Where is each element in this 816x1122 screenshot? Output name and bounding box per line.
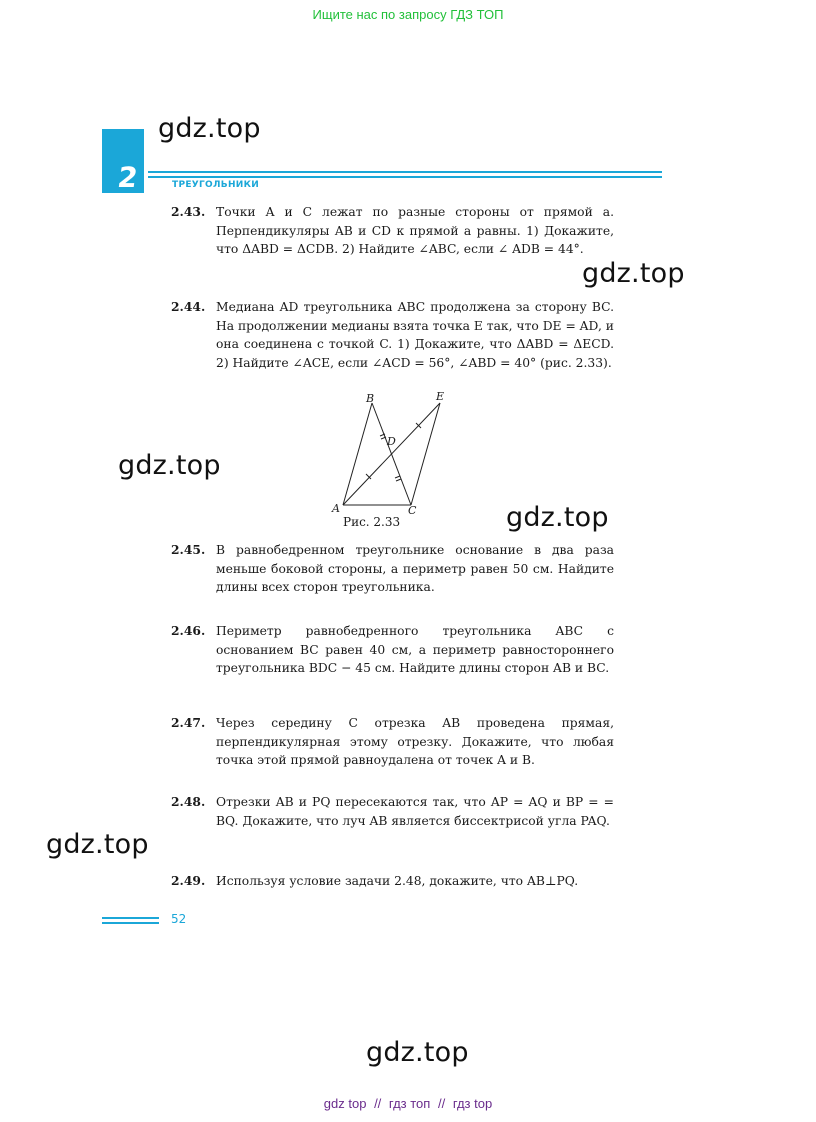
problem-number: 2.43. (171, 204, 206, 219)
figure-caption: Рис. 2.33 (343, 515, 401, 529)
tick-mark (395, 476, 400, 478)
problem-text: Через середину C отрезка AB проведена прямая, перпендикулярная этому отрезку. Докажите, что любая точка этой прямой равноудалена от точек A и B. (216, 716, 614, 767)
problem-number: 2.48. (171, 794, 206, 809)
label-e: E (436, 390, 445, 403)
problem-item (171, 541, 614, 597)
problem-text: Точки A и C лежат по разные стороны от прямой a. Перпендикуляры AB и CD к прямой a равны. 1) Докажите, что ΔABD = ΔCDB. 2) Найдите ∠ABC, если ∠ ADB = 44°. (216, 205, 614, 256)
footer-separator: // (374, 1096, 382, 1111)
problem-item (171, 793, 614, 830)
problem-text: Используя условие задачи 2.48, докажите, что AB⊥PQ. (216, 874, 579, 888)
footer-separator: // (437, 1096, 446, 1111)
page-number: 52 (171, 912, 187, 926)
footer-link[interactable]: гдз top (452, 1096, 493, 1111)
problem-number: 2.44. (171, 299, 206, 314)
problem-item (171, 872, 614, 891)
problem-text: В равнобедренном треугольнике основание в два раза меньше боковой стороны, а периметр равен 50 см. Найдите длины всех сторон треугольника. (216, 543, 614, 594)
watermark: gdz.top (158, 113, 261, 144)
header-rule (148, 176, 662, 178)
chapter-title: ТРЕУГОЛЬНИКИ (172, 180, 260, 190)
problem-number: 2.47. (171, 715, 206, 730)
watermark: gdz.top (366, 1037, 469, 1068)
footer-links (0, 1096, 816, 1111)
footer-link[interactable]: гдз топ (388, 1096, 431, 1111)
problem-item (171, 714, 614, 770)
problem-number: 2.46. (171, 623, 206, 638)
label-c: C (408, 504, 417, 516)
tick-mark (396, 479, 401, 481)
label-d: D (387, 435, 396, 448)
problem-text: Медиана AD треугольника ABC продолжена за сторону BC. На продолжении медианы взята точка E так, что DE = AD, и она соединена с точкой C. 1) Докажите, что ΔABD = ΔECD. 2) Найдите ∠ACE, если ∠ACD = 56°, ∠ABD = 40° (рис. 2.33). (216, 300, 614, 370)
chapter-number: 2 (115, 161, 140, 194)
problem-item (171, 203, 614, 259)
footer-rule (102, 922, 159, 924)
header-rule (148, 171, 662, 173)
label-b: B (366, 392, 375, 405)
problem-text: Отрезки AB и PQ пересекаются так, что AP = AQ и BP = = BQ. Докажите, что луч AB является биссектрисой угла PAQ. (216, 795, 614, 828)
search-hint-link[interactable]: Ищите нас по запросу ГДЗ ТОП (312, 7, 504, 22)
watermark: gdz.top (506, 502, 609, 533)
watermark: gdz.top (46, 829, 149, 860)
triangle-figure (330, 388, 460, 516)
watermark: gdz.top (582, 258, 685, 289)
problem-text: Периметр равнобедренного треугольника ABC с основанием BC равен 40 см, а периметр равностороннего треугольника BDC − 45 см. Найдите длины сторон AB и BC. (216, 624, 614, 675)
problem-item (171, 298, 614, 372)
watermark: gdz.top (118, 450, 221, 481)
problem-number: 2.49. (171, 873, 206, 888)
footer-rule (102, 917, 159, 919)
label-a: A (332, 502, 340, 515)
problem-number: 2.45. (171, 542, 206, 557)
footer-link[interactable]: gdz top (323, 1096, 367, 1111)
problem-item (171, 622, 614, 678)
